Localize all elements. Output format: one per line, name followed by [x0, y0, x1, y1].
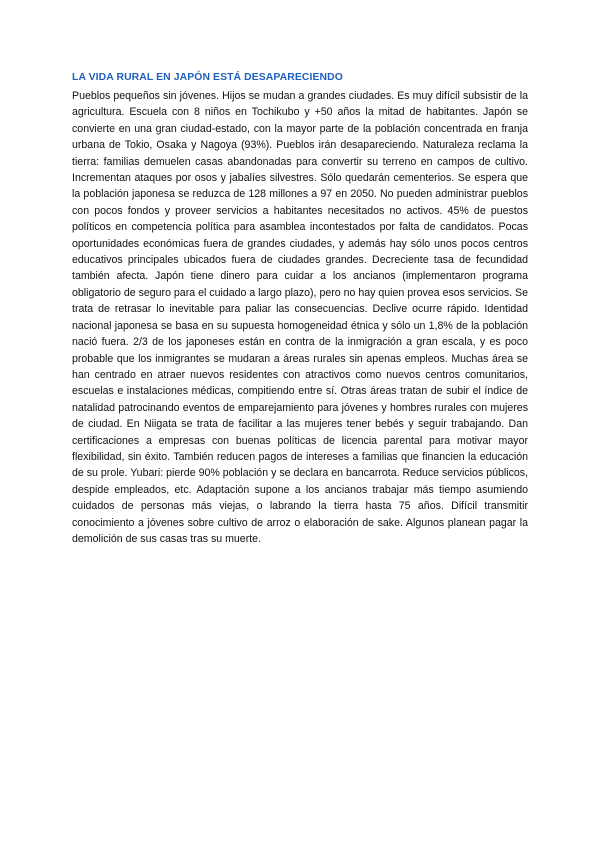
document-body-paragraph: Pueblos pequeños sin jóvenes. Hijos se mudan a grandes ciudades. Es muy difícil subsistir de la agricultura. Escuela con 8 niños en Tochikubo y +50 años la mitad de habitantes. Japón se convierte en una gran ciudad-estado, con la mayor parte de la población concentrada en franja urbana de Tokio, Osaka y Nagoya (93%). Pueblos irán desapareciendo. Naturaleza reclama la tierra: familias demuelen casas abandonadas para convertir su terreno en campos de cultivo. Incrementan ataques por osos y jabalíes silvestres. Sólo quedarán cementerios. Se espera que la población japonesa se reduzca de 128 millones a 97 en 2050. No pueden administrar pueblos con pocos fondos y proveer servicios a habitantes necesitados no activos. 45% de puestos políticos en competencia política para asamblea incontestados por falta de candidatos. Pocas oportunidades económicas fuera de grandes ciudades, y además hay sólo unos pocos centros educativos principales ubicados fuera de ciudades grandes. Decreciente tasa de fecundidad también afecta. Japón tiene dinero para cuidar a los ancianos (implementaron programa obligatorio de seguro para el cuidado a largo plazo), pero no hay quien provea esos servicios. Se trata de retrasar lo inevitable para paliar las consecuencias. Declive ocurre rápido. Identidad nacional japonesa se basa en su supuesta homogeneidad étnica y sólo un 1,8% de la población nació fuera. 2/3 de los japoneses están en contra de la inmigración a gran escala, y es poco probable que los inmigrantes se mudaran a áreas rurales sin apenas empleos. Muchas área se han centrado en atraer nuevos residentes con atractivos como nuevos centros comunitarios, escuelas e instalaciones médicas, compitiendo entre sí. Otras áreas tratan de subir el índice de natalidad patrocinando eventos de emparejamiento para jóvenes y hombres rurales con mujeres de ciudad. En Niigata se trata de facilitar a las mujeres tener bebés y seguir trabajando. Dan certificaciones a empresas con buenas políticas de licencia parental para motivar mayor flexibilidad, sin éxito. También reducen pagos de intereses a familias que financien la educación de su prole. Yubari: pierde 90% población y se declara en bancarrota. Reduce servicios públicos, despide empleados, etc. Adaptación supone a los ancianos trabajar más tiempo asumiendo cuidados de personas más viejas, o labrando la tierra hasta 75 años. Difícil transmitir conocimiento a jóvenes sobre cultivo de arroz o elaboración de sake. Algunos planean pagar la demolición de sus casas tras su muerte.	[72, 90, 528, 545]
document-content	[72, 70, 528, 547]
document-title: LA VIDA RURAL EN JAPÓN ESTÁ DESAPARECIENDO	[72, 72, 343, 83]
